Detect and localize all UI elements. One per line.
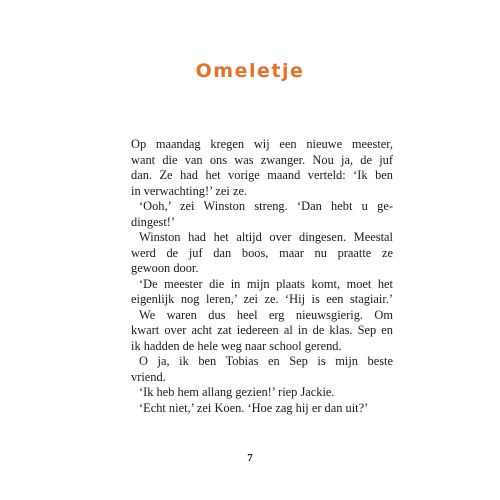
text-line: want die van ons was zwanger. Nou ja, de juf [131,152,393,167]
text-line: Op maandag kregen wij een nieuwe meester, [131,137,393,151]
text-line: in verwachting!’ zei ze. [131,183,248,198]
text-line: eigenlijk nog leren,’ zei ze. ‘Hij is een stagiair.’ [131,292,393,306]
text-line: ‘Ooh,’ zei Winston streng. ‘Dan hebt u ge- [139,199,393,213]
text-line: ‘De meester die in mijn plaats komt, moet het [139,276,393,291]
text-line: gewoon door. [131,261,199,275]
text-line: dingest!’ [131,214,176,229]
page-number: 7 [247,452,253,464]
text-line: O ja, ik ben Tobias en Sep is mijn beste [139,354,393,368]
text-line: We waren dus heel erg nieuwsgierig. Om [139,307,393,322]
text-line: ik hadden de hele weg naar school gerend. [131,338,342,353]
text-line: werd de juf dan boos, maar nu praatte ze [131,245,393,260]
chapter-title: Omeletje [195,60,305,82]
text-line: vriend. [131,369,166,384]
text-line: kwart over acht zat iedereen al in de klas. Sep en [131,323,393,337]
text-line: dan. Ze had het vorige maand verteld: ‘Ik ben [131,168,393,182]
text-line: ‘Echt niet,’ zei Koen. ‘Hoe zag hij er dan uit?’ [139,400,369,415]
text-line: ‘Ik heb hem allang gezien!’ riep Jackie. [139,385,335,399]
body-text [131,137,393,416]
text-line: Winston had het altijd over dingesen. Meestal [139,230,393,244]
